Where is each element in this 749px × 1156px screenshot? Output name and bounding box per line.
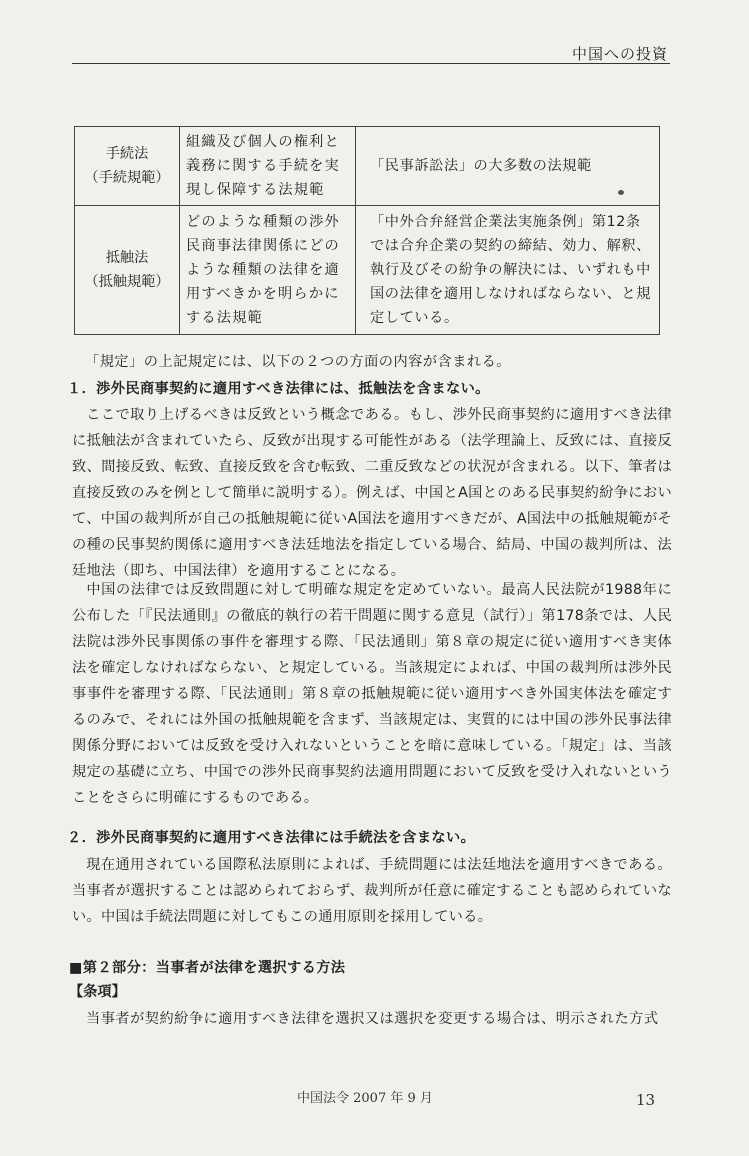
- footer-publication: 中国法令 2007 年 9 月: [297, 1091, 433, 1106]
- term-alt-name: （抵触規範）: [84, 274, 170, 290]
- lead-sentence: 「規定」の上記規定には、以下の２つの方面の内容が含まれる。: [85, 354, 511, 370]
- section-title: ■第２部分：当事者が法律を選択する方法: [69, 960, 346, 976]
- running-header-title: 中国への投資: [571, 45, 668, 63]
- term-cell: [75, 206, 180, 335]
- example-cell: 「民事訴訟法」の大多数の法規範: [356, 127, 660, 206]
- term-alt-name: （手続規範）: [84, 170, 170, 186]
- table-row: [75, 127, 660, 206]
- paragraph-text: 中国の法律では反致問題に対して明確な規定を定めていない。最高人民法院が1988年に公布した「『民法通則』の徹底的執行の若干問題に関する意見（試行）」第178条では、人民法院は渉外民事関係の事件を審理する際、「民法通則」第８章の規定に従い適用すべき実体法を確定しなければならない、と規定している。当該規定によれば、中国の裁判所は渉外民事事件を審理する際、「民法通則」第８章の抵触規範に従い適用すべき外国実体法を確定するのみで、それには外国の抵触規範を含まず、当該規定は、実質的には中国の渉外民事法律関係分野においては反致を受け入れないということを暗に意味している。「規定」は、当該規定の基礎に立ち、中国での渉外民商事契約法適用問題において反致を受け入れないということをさらに明確にするものである。: [72, 582, 672, 806]
- heading-point-1: １．渉外民商事契約に適用すべき法律には、抵触法を含まない。: [67, 381, 490, 397]
- heading-point-2: ２．渉外民商事契約に適用すべき法律には手続法を含まない。: [67, 830, 476, 846]
- header-rule: [72, 63, 670, 64]
- definition-cell: どのような種類の渉外民商事法律関係にどのような種類の法律を適用すべきかを明らかにする法規範: [180, 206, 356, 335]
- paragraph-text: 現在通用されている国際私法原則によれば、手続問題には法廷地法を適用すべきである。当事者が選択することは認められておらず、裁判所が任意に確定することも認められていない。中国は手続法問題に対してもこの通用原則を採用している。: [72, 857, 672, 925]
- term-name: 抵触法: [105, 250, 149, 266]
- term-name: 手続法: [105, 146, 149, 162]
- paragraph-procedural-law: [72, 852, 672, 930]
- paragraph-text: ここで取り上げるべきは反致という概念である。もし、渉外民商事契約に適用すべき法律に抵触法が含まれていたら、反致が出現する可能性がある（法学理論上、反致には、直接反致、間接反致、転致、直接反致を含む転致、二重反致などの状況が含まれる。以下、筆者は直接反致のみを例として簡単に説明する）。例えば、中国とA国とのある民事契約紛争において、中国の裁判所が自己の抵触規範に従いA国法を適用すべきだが、A国法中の抵触規範がその種の民事契約関係に適用すべき法廷地法を指定している場合、結局、中国の裁判所は、法廷地法（即ち、中国法律）を適用することになる。: [72, 407, 672, 579]
- page-number: 13: [636, 1091, 656, 1109]
- term-cell: [75, 127, 180, 206]
- paragraph-renvoi-concept: [72, 402, 672, 584]
- clause-text: 当事者が契約紛争に適用すべき法律を選択又は選択を変更する場合は、明示された方式: [86, 1011, 659, 1027]
- definition-cell: 組織及び個人の権利と義務に関する手続を実現し保障する法規範: [180, 127, 356, 206]
- clause-label: 【条項】: [69, 984, 126, 1000]
- paragraph-china-renvoi: [72, 577, 672, 811]
- law-types-table: [74, 126, 660, 335]
- example-cell: 「中外合弁経営企業法実施条例」第12条では合弁企業の契約の締結、効力、解釈、執行及びその紛争の解決には、いずれも中国の法律を適用しなければならない、と規定している。: [356, 206, 660, 335]
- ink-speck: [618, 190, 624, 195]
- table-row: [75, 206, 660, 335]
